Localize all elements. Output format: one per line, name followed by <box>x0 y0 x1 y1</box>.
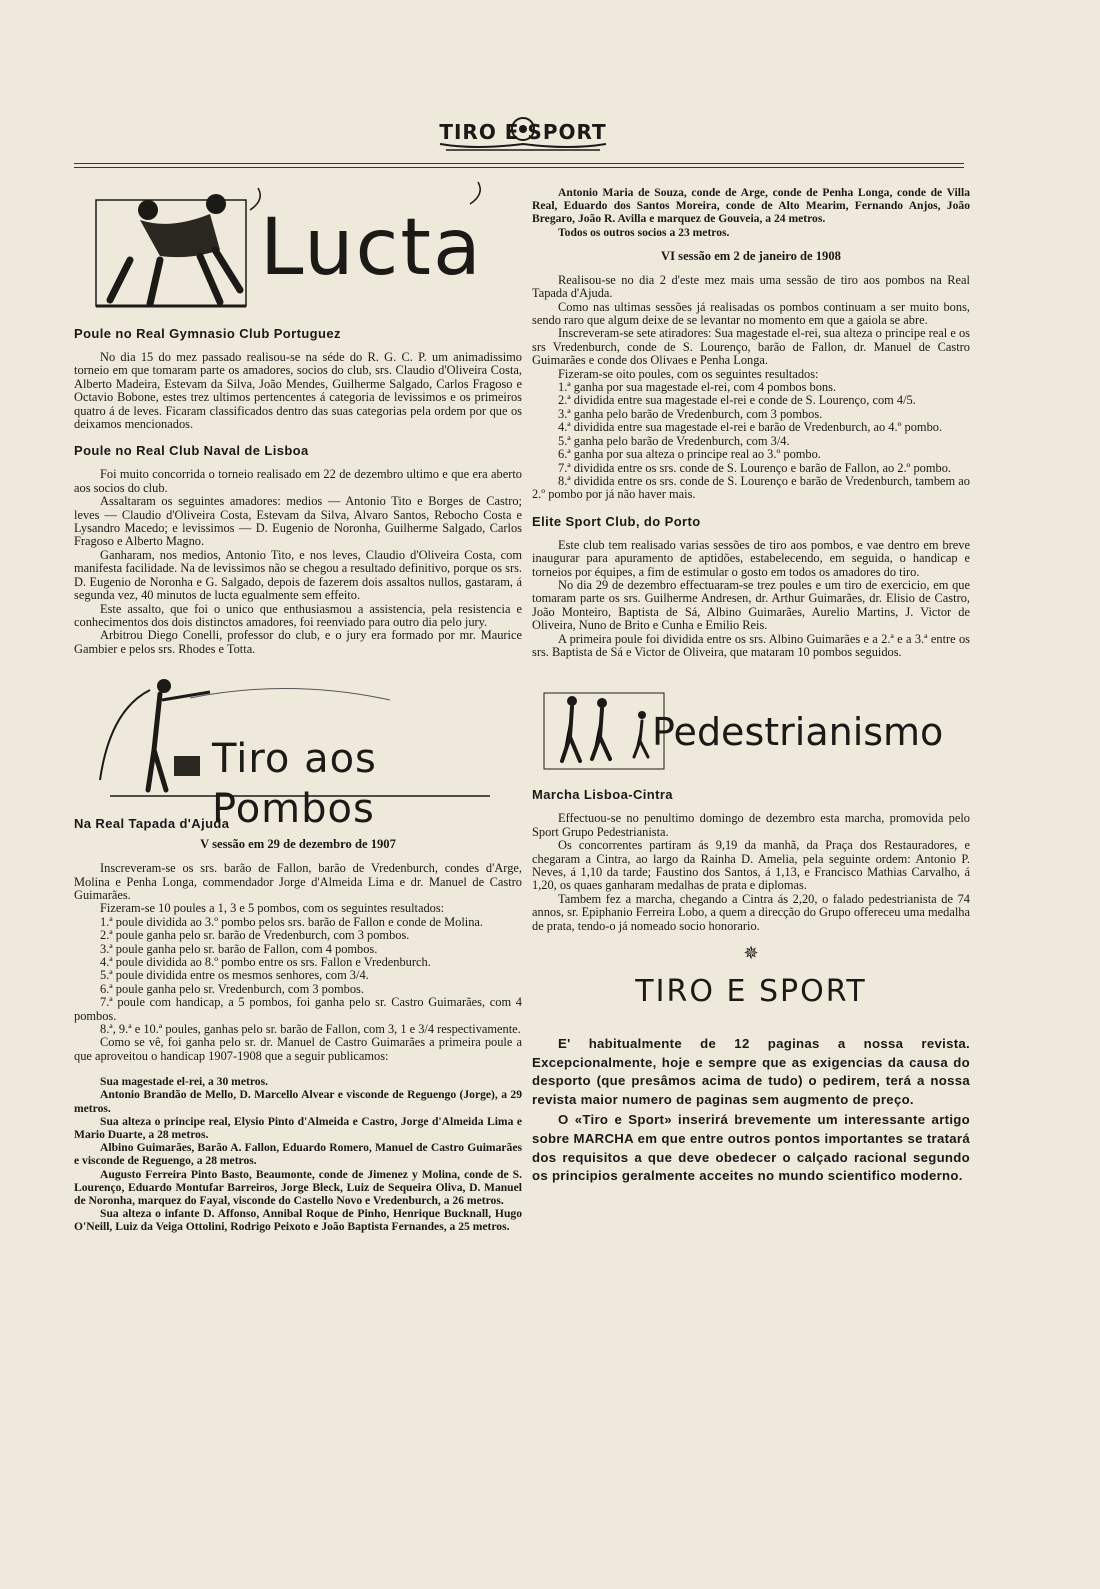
pedestrianismo-heading: Pedestrianismo <box>652 710 944 755</box>
paragraph: Como nas ultimas sessões já realisadas os pombos continuam a ser muito bons, sendo raro que algum deixe de se levantar no momento em que a gaiola se abre. <box>532 299 970 328</box>
handicap-item: Sua alteza o principe real, Elysio Pinto d'Almeida e Castro, Jorge d'Almeida Lima e Mario Duarte, a 28 metros. <box>74 1114 522 1142</box>
masthead-logo <box>436 114 610 156</box>
handicap-item: Sua alteza o infante D. Affonso, Annibal Roque de Pinho, Henrique Bucknall, Hugo O'Neill, Luiz da Veiga Ottolini, Rodrigo Peixoto e João Baptista Fernandes, a 25 metros. <box>74 1207 522 1234</box>
right-column <box>532 186 970 1186</box>
left-column <box>74 180 522 1234</box>
section-title: Poule no Real Club Naval de Lisboa <box>74 443 309 459</box>
paragraph: Ganharam, nos medios, Antonio Tito, e nos leves, Claudio d'Oliveira Costa, com manifesta facilidade. Na de levissimos não se chegou a resultado definitivo, porque os srs. D. Eugenio de Noronha e G. Salgado, depois de fazerem dois assaltos nullos, gastaram, á segunda vez, 40 minutos de lucta egualmente sem effeito. <box>74 547 522 603</box>
header-rule <box>74 163 964 164</box>
result-item: 6.ª ganha por sua alteza o principe real ao 3.º pombo. <box>558 447 821 462</box>
masthead-title: TIRO E SPORT <box>439 120 607 144</box>
result-item: 2.ª dividida entre sua magestade el-rei e conde de S. Lourenço, com 4/5. <box>558 393 916 408</box>
handicap-item: Sua magestade el-rei, a 30 metros. <box>100 1075 268 1089</box>
result-item: 1.ª poule dividida ao 3.º pombo pelos srs. barão de Fallon e conde de Molina. <box>100 914 484 929</box>
paragraph: Assaltaram os seguintes amadores: medios — Antonio Tito e Borges de Castro; leves — Claudio d'Oliveira Costa, Estevam da Silva, Alvaro Santos, Rebocho Costa e Lysandro Macedo; e levissimos — D. Eugenio de Noronha, Guilherme Salgado, Carlos Fragoso e Alberto Magno. <box>74 494 522 549</box>
handicap-item: Todos os outros socios a 23 metros. <box>558 225 730 239</box>
handicap-item: Albino Guimarães, Barão A. Fallon, Eduardo Romero, Manuel de Castro Guimarães e visconde de Reguengo, a 28 metros. <box>74 1141 522 1168</box>
handicap-item: Antonio Maria de Souza, conde de Arge, conde de Penha Longa, conde de Villa Real, Eduardo dos Santos Moreira, conde de Alto Mearim, Fernando Anjos, João Bregaro, João R. Avilla e marquez de Gouveia, a 24 metros. <box>532 186 970 226</box>
paragraph: Inscreveram-se os srs. barão de Fallon, barão de Vredenburch, condes d'Arge, Molina e Penha Longa, commendador Jorge d'Almeida Lima e dr. Manuel de Castro Guimarães. <box>74 861 522 902</box>
paragraph: Realisou-se no dia 2 d'este mez mais uma sessão de tiro aos pombos na Real Tapada d'Ajuda. <box>532 272 970 301</box>
paragraph: Effectuou-se no penultimo domingo de dezembro esta marcha, promovida pelo Sport Grupo Pedestrianista. <box>532 811 970 839</box>
session-title: V sessão em 29 de dezembro de 1907 <box>200 837 396 852</box>
paragraph: Foi muito concorrida o torneio realisado em 22 de dezembro ultimo e que era aberto aos socios do club. <box>74 467 522 495</box>
paragraph: Inscreveram-se sete atiradores: Sua magestade el-rei, sua alteza o principe real e os srs Vredenburch, conde de S. Lourenço, barão de Fallon, dr. Manuel de Castro Guimarães e conde dos Olivaes e Penha Longa. <box>532 326 970 368</box>
result-item: 5.ª ganha pelo barão de Vredenburch, com 3/4. <box>558 433 790 448</box>
handicap-item: Antonio Brandão de Mello, D. Marcello Alvear e visconde de Reguengo (Jorge), a 29 metros. <box>74 1088 522 1115</box>
lucta-heading-illustration <box>90 180 510 316</box>
paragraph: Este assalto, que foi o unico que enthusiasmou a assistencia, pela resistencia e conhecimentos dos dois distinctos amadores, foi reenviado para outro dia pelo jury. <box>74 601 522 629</box>
result-item: 8.ª, 9.ª e 10.ª poules, ganhas pelo sr. barão de Fallon, com 3, 1 e 3/4 respectivamente. <box>100 1022 521 1036</box>
result-item: 5.ª poule dividida entre os mesmos senhores, com 3/4. <box>100 968 369 983</box>
paragraph: Arbitrou Diego Conelli, professor do club, e o jury era formado por mr. Maurice Gambier e pelos srs. Rhodes e Totta. <box>74 628 522 656</box>
result-item: 7.ª poule com handicap, a 5 pombos, foi ganha pelo sr. Castro Guimarães, com 4 pombos. <box>74 995 522 1023</box>
advertisement-box <box>532 943 970 1186</box>
tiro-heading: Tiro aos Pombos <box>212 736 377 833</box>
handicap-item: Augusto Ferreira Pinto Basto, Beaumonte, conde de Jimenez y Molina, conde de S. Lourenço, Eduardo Montufar Barreiros, Jorge Bleck, Luiz de Sequeira Oliva, D. Manuel de Noronha, marquez do Fayal, visconde do Castello Novo e Vredenburch, a 26 metros. <box>74 1167 522 1208</box>
paragraph: A primeira poule foi dividida entre os srs. Albino Guimarães e a 2.ª e a 3.ª entre os srs. Baptista de Sá e Victor de Oliveira, que mataram 10 pombos seguidos. <box>532 631 970 659</box>
ad-paragraph: E' habitualmente de 12 paginas a nossa revista. Excepcionalmente, hoje e sempre que as exigencias da causa do desporto (que presâmos acima de tudo) o pedirem, terá a nossa revista maior numero de paginas sem augmento de preço. <box>532 1036 970 1107</box>
result-item: 4.ª poule dividida ao 8.º pombo entre os srs. Fallon e Vredenburch. <box>100 954 431 969</box>
result-item: 2.ª poule ganha pelo sr. barão de Vredenburch, com 3 pombos. <box>100 928 410 943</box>
paragraph: Este club tem realisado varias sessões de tiro aos pombos, e vae dentro em breve inaugurar para apuramento de aptidões, estabelecendo, em seguida, o handicap e torneios por équipes, a fim de estimular o gosto em todos os amadores do tiro. <box>532 537 970 579</box>
result-item: 7.ª dividida entre os srs. conde de S. Lourenço e barão de Fallon, ao 2.º pombo. <box>558 460 951 475</box>
paragraph: No dia 29 de dezembro effectuaram-se trez poules e um tiro de exercicio, em que tomaram parte os srs. Guilherme Andresen, dr. Arthur Guimarães, dr. Elisio de Castro, João Monteiro, Baptista de Sá, Albino Guimarães, Aurelio Martins, J. Victor de Oliveira, Nuno de Brito e Cunha e Emilio Reis. <box>532 577 970 633</box>
result-item: 3.ª poule ganha pelo sr. barão de Fallon, com 4 pombos. <box>100 941 378 956</box>
paragraph: No dia 15 do mez passado realisou-se na séde do R. G. C. P. um animadissimo torneio em que tomaram parte os amadores, socios do club, srs. Claudio d'Oliveira Costa, Alberto Madeira, Estevam da Silva, João Mendes, Guilherme Salgado, Carlos Fragoso e Octavio Bobone, estes trez ultimos pertencentes á categoria de levissimos e os primeiros quatro á de leves. Ficaram classificados dentro das suas categorias pela ordem por que os deixamos mencionados. <box>74 350 522 432</box>
result-item: 4.ª dividida entre sua magestade el-rei e barão de Vredenburch, ao 4.º pombo. <box>558 420 943 435</box>
section-title: Marcha Lisboa-Cintra <box>532 787 673 803</box>
paragraph: Os concorrentes partiram ás 9,19 da manhã, da Praça dos Restauradores, e chegaram a Cintra, ao largo da Rainha D. Amelia, pela seguinte ordem: Antonio P. Neves, á 1,10 da tarde; Faustino dos Santos, á 1,13, e Francisco Mathias Carvalho, á 1,20, os quaes ganharam medalhas de prata e diplomas. <box>532 838 970 893</box>
result-item: 8.ª dividida entre os srs. conde de S. Lourenço e barão de Vredenburch, tambem ao 2.º pombo por já não haver mais. <box>532 473 970 502</box>
result-item: 6.ª poule ganha pelo sr. Vredenburch, com 3 pombos. <box>100 981 364 996</box>
header-rule-2 <box>74 167 964 168</box>
star-ornament-icon: ✵ <box>743 943 759 964</box>
session-title: VI sessão em 2 de janeiro de 1908 <box>661 248 841 263</box>
ad-paragraph: O «Tiro e Sport» inserirá brevemente um interessante artigo sobre MARCHA em que entre outros pontos importantes se tratará dos requisitos a que deve obedecer o calçado racional segundo os principios geralmente acceites no mundo scientifico moderno. <box>532 1112 970 1184</box>
paragraph: Fizeram-se 10 poules a 1, 3 e 5 pombos, com os seguintes resultados: <box>100 901 445 916</box>
lucta-heading: Lucta <box>260 203 483 293</box>
section-title: Elite Sport Club, do Porto <box>532 513 701 529</box>
pedestrianismo-heading-illustration <box>532 681 952 781</box>
paragraph: Fizeram-se oito poules, com os seguintes resultados: <box>558 366 819 381</box>
ad-title: TIRO E SPORT <box>635 974 867 1010</box>
result-item: 1.ª ganha por sua magestade el-rei, com 4 pombos bons. <box>558 380 837 395</box>
section-title: Na Real Tapada d'Ajuda <box>74 816 230 832</box>
section-title: Poule no Real Gymnasio Club Portuguez <box>74 326 341 341</box>
paragraph: Tambem fez a marcha, chegando a Cintra ás 2,20, o falado pedestrianista de 74 annos, sr. Epiphanio Ferreira Lobo, a quem a direcção do Grupo offereceu uma medalha de prata, tendo-o já nomeado socio honorario. <box>532 891 970 933</box>
result-item: 3.ª ganha pelo barão de Vredenburch, com 3 pombos. <box>558 406 823 421</box>
paragraph: Como se vê, foi ganha pelo sr. dr. Manuel de Castro Guimarães a primeira poule a que aproveitou o handicap 1907-1908 que a seguir publicamos: <box>74 1035 522 1063</box>
